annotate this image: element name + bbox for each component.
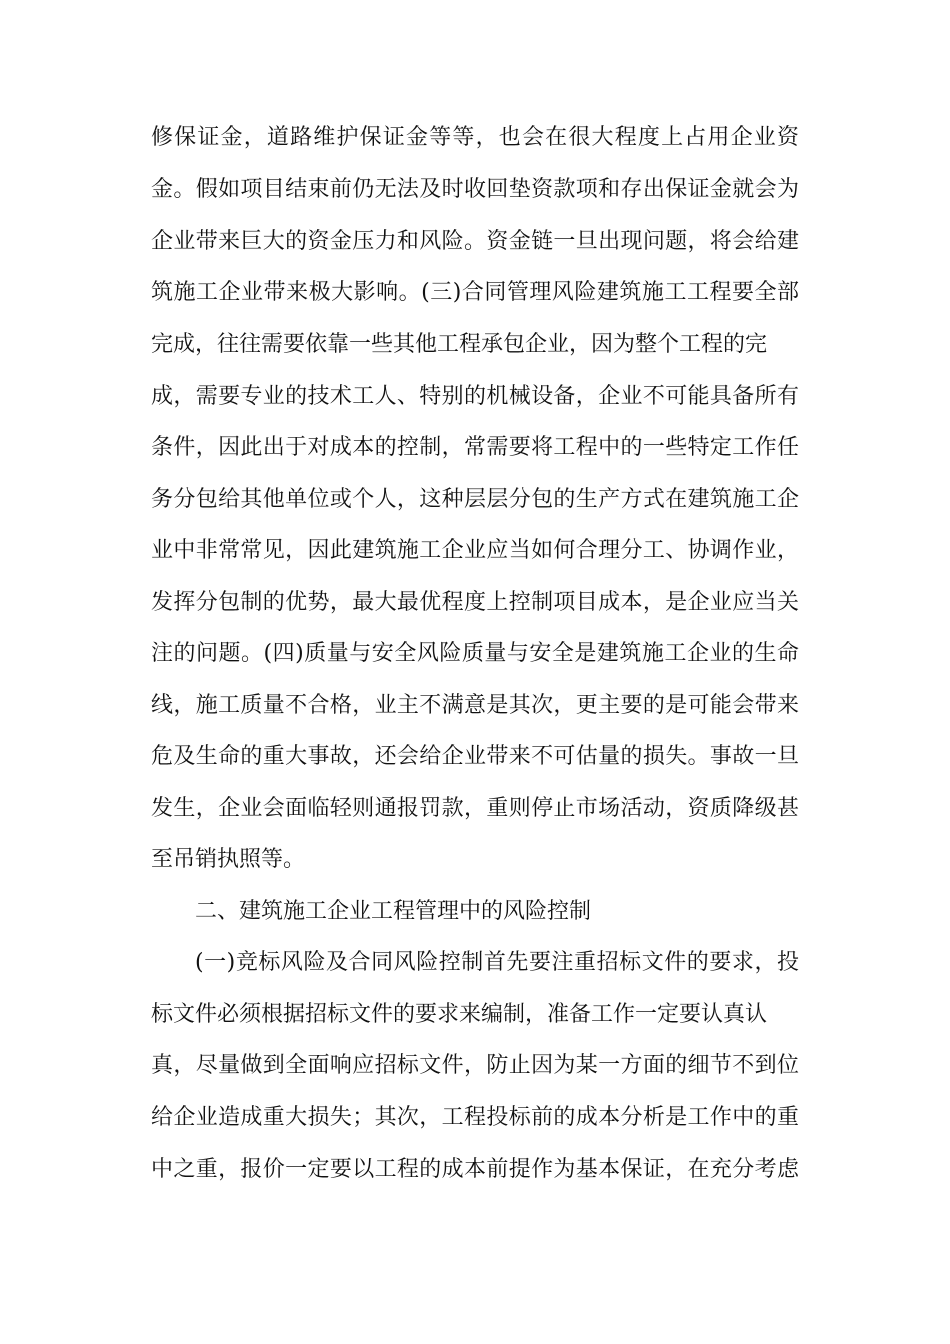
body-text-line: 注的问题。(四)质量与安全风险质量与安全是建筑施工企业的生命 xyxy=(151,641,799,666)
body-text-line: 筑施工企业带来极大影响。(三)合同管理风险建筑施工工程要全部 xyxy=(151,280,799,305)
body-text-line: (一)竞标风险及合同风险控制首先要注重招标文件的要求，投 xyxy=(195,950,799,975)
body-text-line: 发挥分包制的优势，最大最优程度上控制项目成本，是企业应当关 xyxy=(151,590,799,615)
body-text-line: 务分包给其他单位或个人，这种层层分包的生产方式在建筑施工企 xyxy=(151,487,799,512)
body-text-line: 危及生命的重大事故，还会给企业带来不可估量的损失。事故一旦 xyxy=(151,744,799,769)
body-text-line: 发生，企业会面临轻则通报罚款，重则停止市场活动，资质降级甚 xyxy=(151,796,799,821)
body-text-line: 修保证金，道路维护保证金等等，也会在很大程度上占用企业资 xyxy=(151,125,799,150)
body-text-line: 完成，往往需要依靠一些其他工程承包企业，因为整个工程的完 xyxy=(151,332,768,357)
body-text-line: 真，尽量做到全面响应招标文件，防止因为某一方面的细节不到位 xyxy=(151,1053,799,1078)
body-text-line: 业中非常常见，因此建筑施工企业应当如何合理分工、协调作业， xyxy=(151,538,799,563)
body-text-line: 中之重，报价一定要以工程的成本前提作为基本保证，在充分考虑 xyxy=(151,1157,799,1182)
body-text-line: 金。假如项目结束前仍无法及时收回垫资款项和存出保证金就会为 xyxy=(151,177,799,202)
body-text-line: 线，施工质量不合格，业主不满意是其次，更主要的是可能会带来 xyxy=(151,693,799,718)
body-text-line: 企业带来巨大的资金压力和风险。资金链一旦出现问题，将会给建 xyxy=(151,229,799,254)
body-text-line: 标文件必须根据招标文件的要求来编制，准备工作一定要认真认 xyxy=(151,1002,768,1027)
body-text-line: 条件，因此出于对成本的控制，常需要将工程中的一些特定工作任 xyxy=(151,435,799,460)
body-text-line: 至吊销执照等。 xyxy=(151,847,306,872)
body-text-line: 给企业造成重大损失；其次，工程投标前的成本分析是工作中的重 xyxy=(151,1105,799,1130)
body-text-line: 成，需要专业的技术工人、特别的机械设备，企业不可能具备所有 xyxy=(151,384,799,409)
section-heading: 二、建筑施工企业工程管理中的风险控制 xyxy=(195,899,592,924)
